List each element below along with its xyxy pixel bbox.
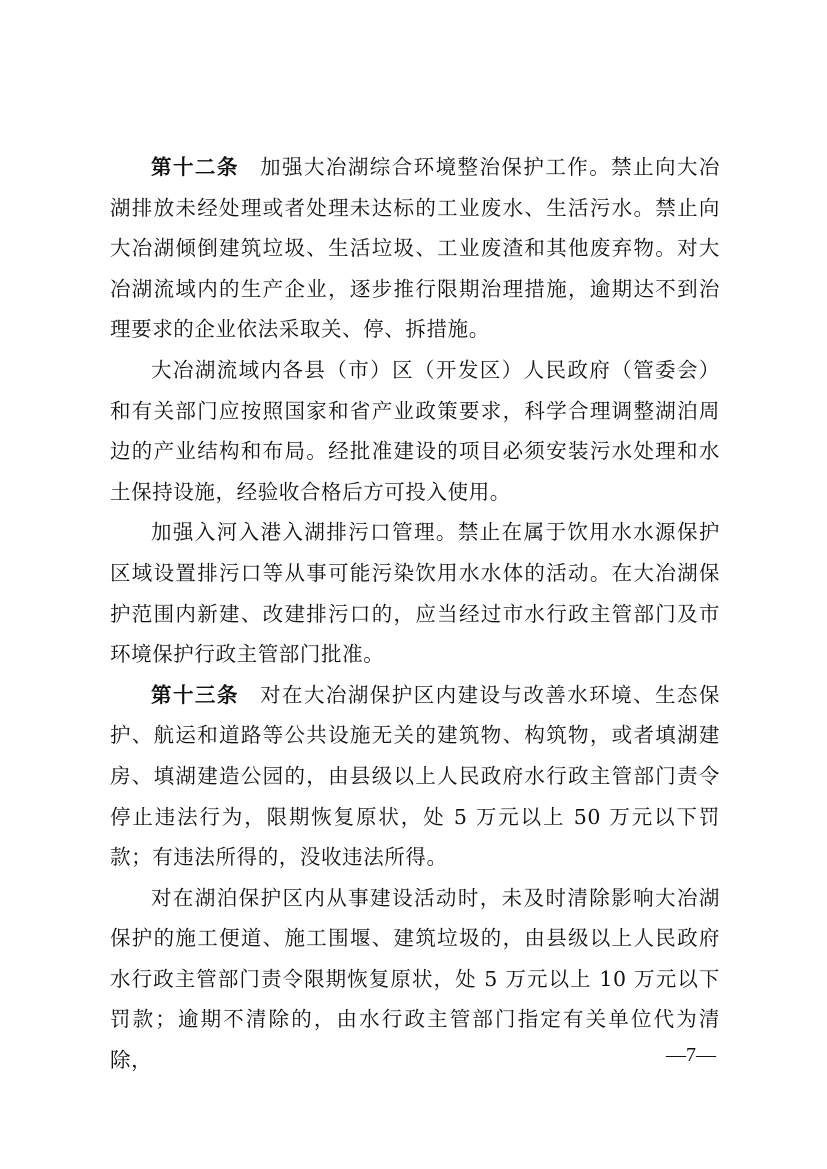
construction-cleanup-text: 对在湖泊保护区内从事建设活动时，未及时清除影响大冶湖保护的施工便道、施工围堰、建筑垃圾的，由县级以上人民政府水行政主管部门责令限期恢复原状，处 5 万元以上 10 万元以下罚款；逾期不清除的，由水行政主管部门指定有关单位代为清除，: [110, 885, 720, 1073]
article-13-heading: 第十三条: [151, 682, 239, 707]
industry-layout-paragraph: [110, 350, 720, 512]
sewage-outlet-text: 加强入河入港入湖排污口管理。禁止在属于饮用水水源保护区域设置排污口等从事可能污染饮用水水体的活动。在大冶湖保护范围内新建、改建排污口的，应当经过市水行政主管部门及市环境保护行政主管部门批准。: [110, 520, 720, 667]
article-12-heading: 第十二条: [151, 155, 239, 179]
article-13-paragraph: [110, 675, 720, 878]
industry-layout-text: 大冶湖流域内各县（市）区（开发区）人民政府（管委会）和有关部门应按照国家和省产业政策要求，科学合理调整湖泊周边的产业结构和布局。经批准建设的项目必须安装污水处理和水土保持设施，经验收合格后方可投入使用。: [110, 357, 720, 504]
article-12-text: 加强大冶湖综合环境整治保护工作。禁止向大冶湖排放未经处理或者处理未达标的工业废水、生活污水。禁止向大冶湖倾倒建筑垃圾、生活垃圾、工业废渣和其他废弃物。对大冶湖流域内的生产企业，逐步推行限期治理措施，逾期达不到治理要求的企业依法采取关、停、拆措施。: [110, 155, 720, 342]
sewage-outlet-paragraph: [110, 512, 720, 674]
article-12-paragraph: [110, 147, 720, 350]
document-body: [110, 147, 720, 1081]
article-13-text: 对在大冶湖保护区内建设与改善水环境、生态保护、航运和道路等公共设施无关的建筑物、构筑物，或者填湖建房、填湖建造公园的，由县级以上人民政府水行政主管部门责令停止违法行为，限期恢复原状，处 5 万元以上 50 万元以下罚款；有违法所得的，没收违法所得。: [110, 682, 720, 870]
page-number: —7—: [666, 1044, 716, 1066]
construction-cleanup-paragraph: [110, 878, 720, 1081]
